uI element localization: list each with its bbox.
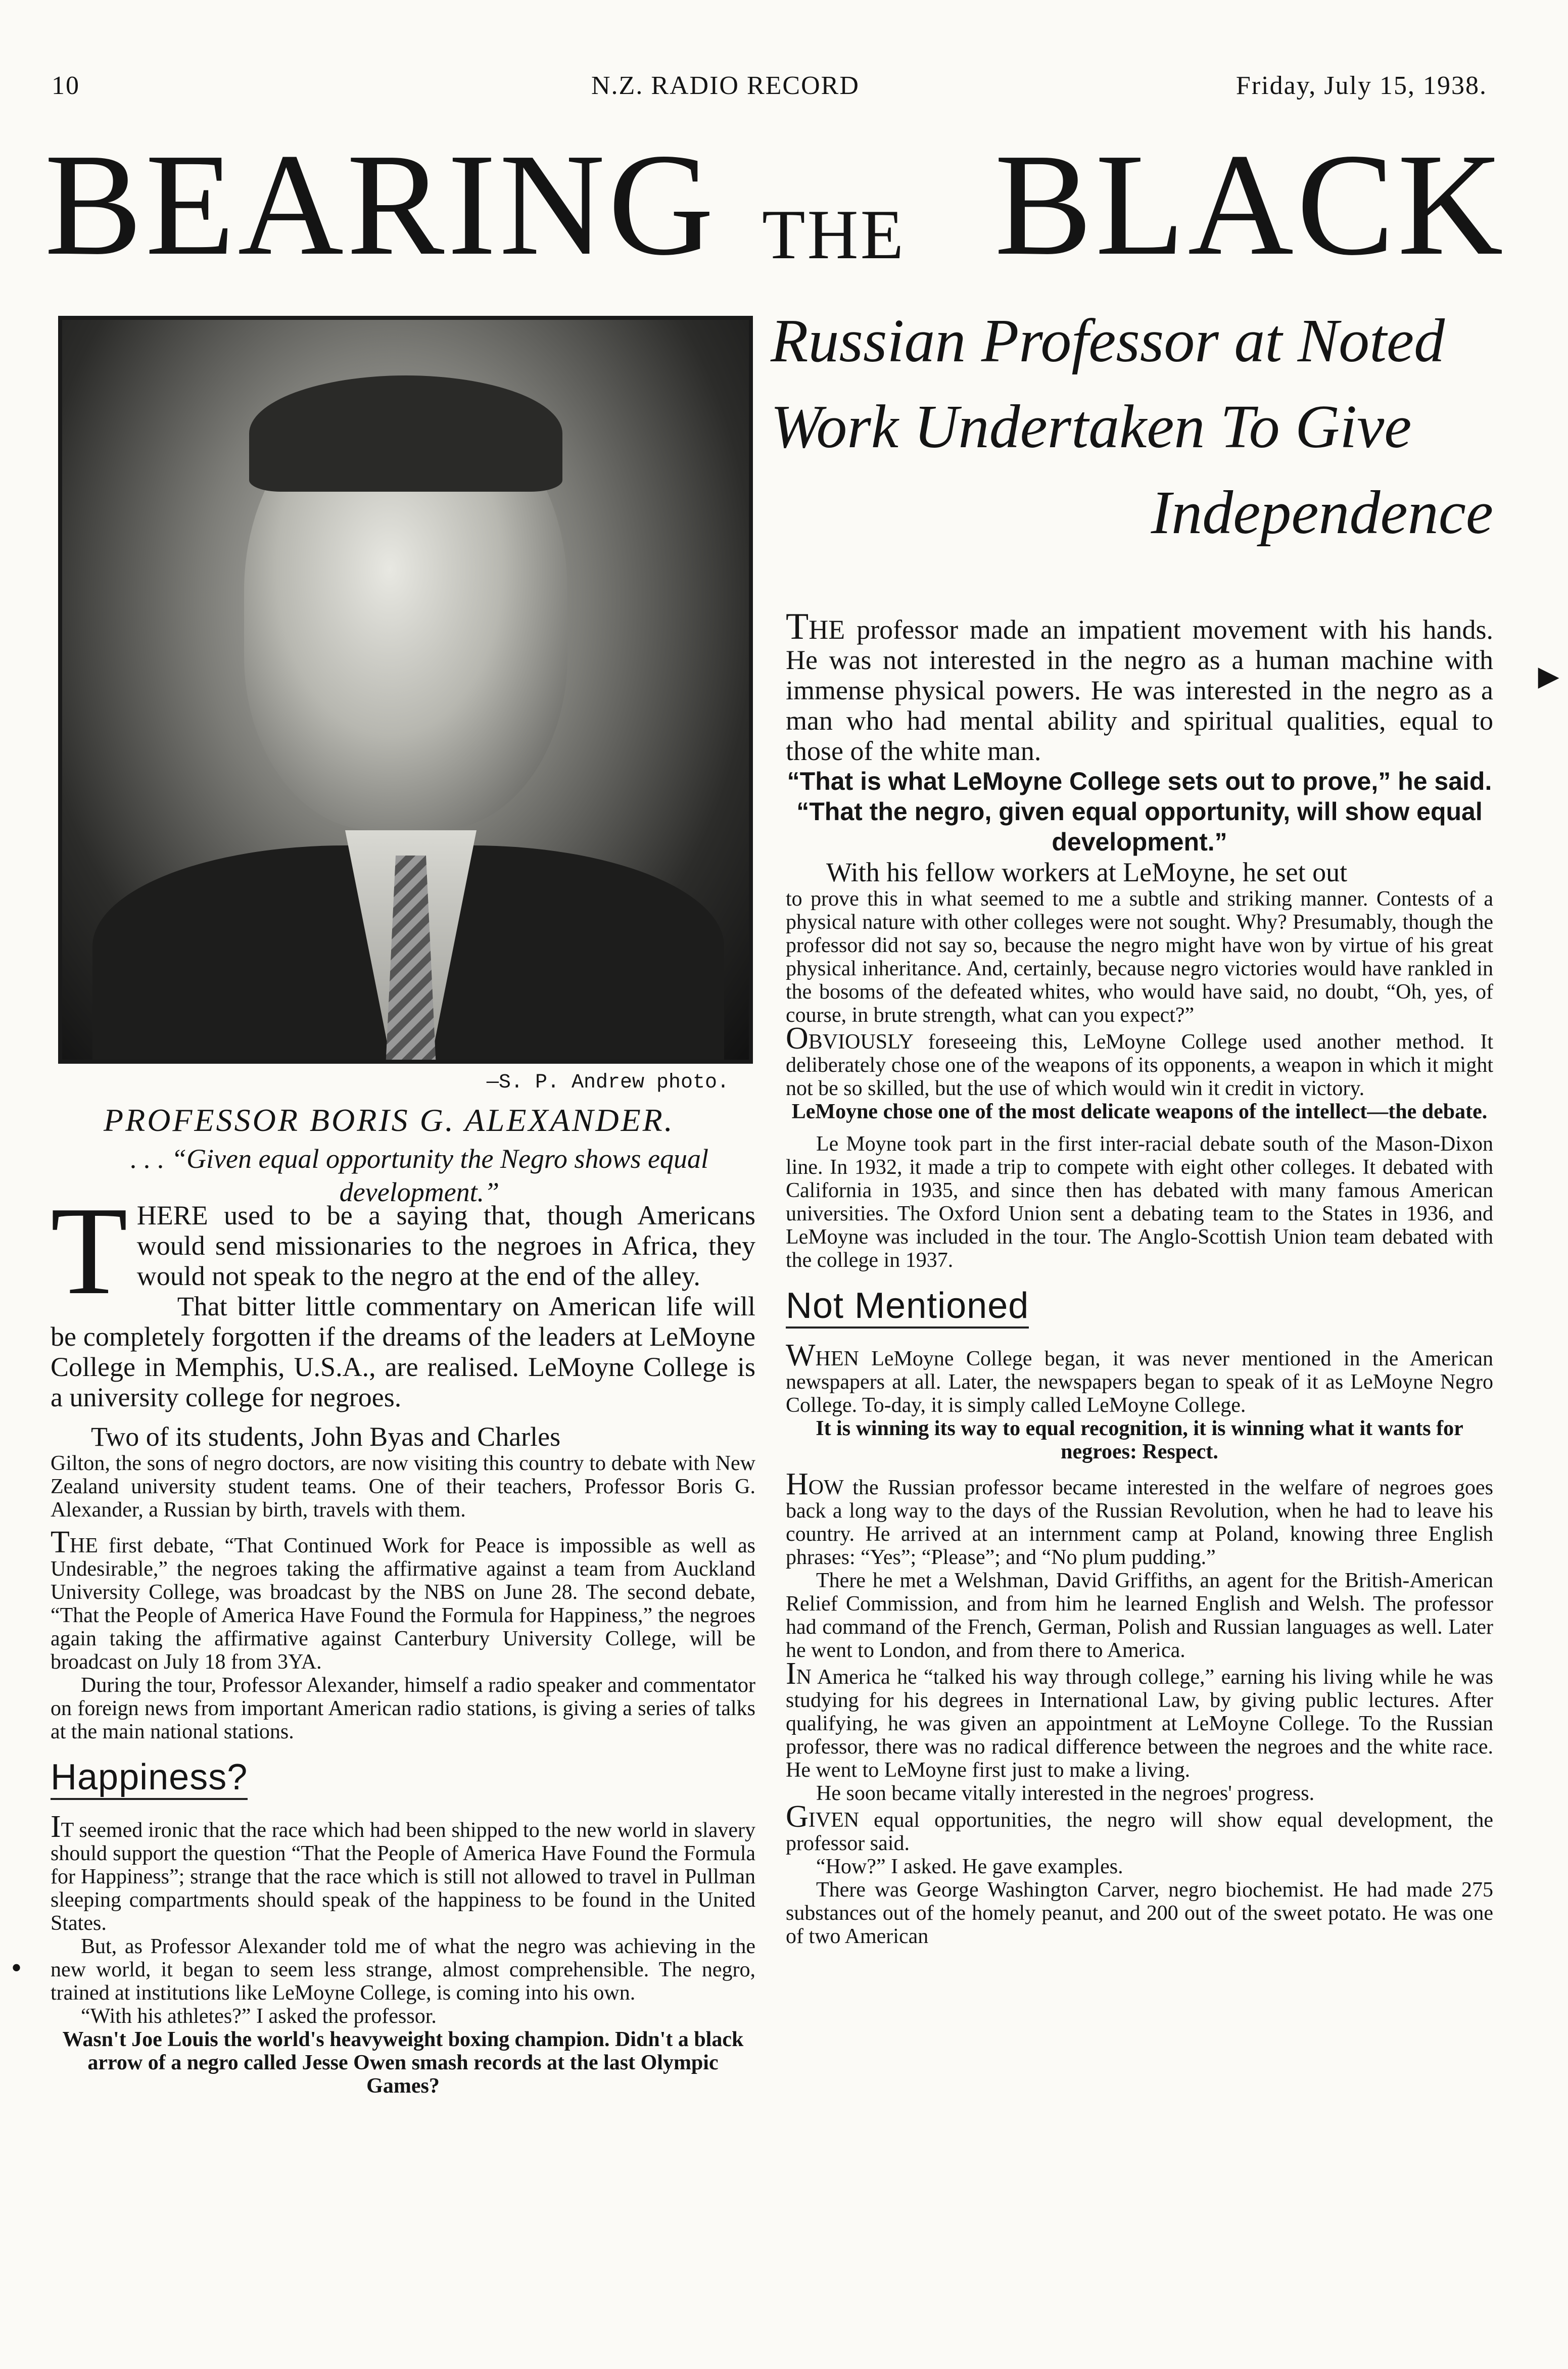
right-paragraph-7: WHEN LeMoyne College began, it was never mentioned in the American newspapers at all. Later, the newspapers began to speak of it as LeMoyne Negro College. To-day, it is simply called LeMoyne College. (786, 1338, 1493, 1417)
issue-date: Friday, July 15, 1938. (1236, 71, 1487, 100)
right-paragraph-14: “How?” I asked. He gave examples. (816, 1855, 1123, 1878)
subtitle-line-3: Independence (1151, 479, 1493, 547)
right-paragraph-9: HOW the Russian professor became interested in the welfare of negroes goes back a long way to the days of the Russian Revolution, when he had to leave his country. He arrived at an internment camp at Poland, knowing three English phrases: “Yes”; “Please”; and “No plum pudding.” (786, 1467, 1493, 1569)
right-paragraph-11: IN America he “talked his way through college,” earning his living while he was studying for his degrees in International Law, by giving public lectures. After qualifying, he was given an appointment at LeMoyne College. To the Russian professor, there was no radical difference between the negroes and the white race. He went to LeMoyne first just to make a living. (786, 1656, 1493, 1782)
left-paragraph-4: THE first debate, “That Continued Work for Peace is impossible as well as Undesirable,” the negroes taking the affirmative against a team from Auckland University College, was broadcast by the NBS on June 28. The second debate, “That the People of America Have Found the Formula for Happiness,” the negroes again taking the affirmative against Canterbury University College, will be broadcast on July 18 from 3YA. (51, 1525, 755, 1674)
right-paragraph-12: He soon became vitally interested in the negroes' progress. (816, 1782, 1315, 1805)
right-paragraph-10: There he met a Welshman, David Griffiths, an agent for the British-American Relief Commission, and from him he learned English and Welsh. The professor had command of the French, German, Polish and Russian languages as well. Later he went to London, and from there to America. (786, 1569, 1493, 1662)
right-paragraph-3: to prove this in what seemed to me a subtle and striking manner. Contests of a physical nature with other colleges were not sought. Why? Presumably, though the professor did not say so, because the negro might have won by virtue of his great physical inheritance. And, certainly, because negro victories would have rankled in the bosoms of the defeated whites, who would have said, no doubt, “Oh, yes, of course, in brute strength, what can you expect?” (786, 887, 1493, 1027)
drop-cap: T (51, 1181, 128, 1321)
right-paragraph-2: “That is what LeMoyne College sets out to prove,” he said. “That the negro, given equal opportunity, will show equal development.” (787, 767, 1492, 856)
page-number: 10 (52, 71, 80, 100)
photo-caption-name: PROFESSOR BORIS G. ALEXANDER. (104, 1102, 675, 1138)
section-heading-happiness: Happiness? (51, 1757, 248, 1800)
right-paragraph-5: LeMoyne chose one of the most delicate weapons of the intellect—the debate. (791, 1100, 1488, 1123)
headline-word-black: BLACK (994, 123, 1506, 286)
left-paragraph-1: THERE used to be a saying that, though Americans would send missionaries to the negroes in Africa, they would not speak to the negro at the end of the alley. (51, 1181, 755, 1321)
right-paragraph-13: GIVEN equal opportunities, the negro will show equal development, the professor said. (786, 1799, 1493, 1855)
left-paragraph-3-lead: Two of its students, John Byas and Charles (91, 1422, 561, 1452)
right-paragraph-4: OBVIOUSLY foreseeing this, LeMoyne College used another method. It deliberately chose one of the weapons of its opponents, a weapon in which it might not be so skilled, but the use of which would win it credit in victory. (786, 1021, 1493, 1100)
professor-portrait-photo (58, 316, 753, 1064)
photo-caption-quote: . . . “Given equal opportunity the Negro shows equal development.” (130, 1144, 708, 1207)
right-column (786, 606, 1493, 1948)
photo-credit: —S. P. Andrew photo. (486, 1071, 729, 1094)
left-paragraph-8: “With his athletes?” I asked the professor. (81, 2005, 437, 2028)
subtitle-line-1: Russian Professor at Noted (771, 307, 1445, 375)
left-paragraph-9: Wasn't Joe Louis the world's heavyweight boxing champion. Didn't a black arrow of a negro called Jesse Owen smash records at the last Olympic Games? (62, 2028, 744, 2098)
subtitle-line-2: Work Undertaken To Give (771, 393, 1412, 461)
headline-banner (44, 121, 1520, 288)
left-paragraph-7: But, as Professor Alexander told me of what the negro was achieving in the new world, it began to seem less strange, almost comprehensible. The negro, trained at institutions like LeMoyne College, is coming into his own. (51, 1935, 755, 2005)
left-column (51, 1181, 755, 2098)
right-paragraph-8: It is winning its way to equal recognition, it is winning what it wants for negroes: Respect. (816, 1417, 1463, 1463)
headline-word-the: THE (762, 196, 906, 274)
headline-subtitle (771, 298, 1493, 556)
right-paragraph-1: THE professor made an impatient movement with his hands. He was not interested in the negro as a human machine with immense physical powers. He was interested in the negro as a man who had mental ability and spiritual qualities, equal to those of the white man. (786, 606, 1493, 766)
left-paragraph-6: IT seemed ironic that the race which had been shipped to the new world in slavery should support the question “That the People of America Have Found the Formula for Happiness”; strange that the race which is still not allowed to travel in Pullman sleeping compartments should speak of the happiness to be found in the United States. (51, 1810, 755, 1935)
publication-name: N.Z. RADIO RECORD (591, 71, 860, 100)
right-paragraph-15: There was George Washington Carver, negro biochemist. He had made 275 substances out of the homely peanut, and 200 out of the sweet potato. He was one of two American (786, 1878, 1493, 1948)
margin-bullet: • (11, 1951, 22, 1984)
left-paragraph-2: That bitter little commentary on American life will be completely forgotten if the dreams of the leaders at LeMoyne College in Memphis, U.S.A., are realised. LeMoyne College is a university college for negroes. (51, 1291, 755, 1412)
left-paragraph-3: Gilton, the sons of negro doctors, are now visiting this country to debate with New Zealand university student teams. One of their teachers, Professor Boris G. Alexander, a Russian by birth, travels with them. (51, 1452, 755, 1522)
section-heading-not-mentioned: Not Mentioned (786, 1285, 1029, 1329)
portrait-hair-shape (249, 375, 562, 492)
right-paragraph-6: Le Moyne took part in the first inter-racial debate south of the Mason-Dixon line. In 1932, it made a trip to compete with eight other colleges. It debated with California in 1935, and since then has debated with many famous American universities. The Oxford Union sent a debating team to the States in 1936, and LeMoyne was included in the tour. The Anglo-Scottish Union team debated with the college in 1937. (786, 1132, 1493, 1272)
margin-arrow-mark: ► (1531, 657, 1566, 696)
headline-word-bearing: BEARING (44, 123, 717, 286)
right-paragraph-3-lead: With his fellow workers at LeMoyne, he set out (826, 857, 1348, 887)
left-paragraph-5: During the tour, Professor Alexander, himself a radio speaker and commentator on foreign news from important American radio stations, is giving a series of talks at the main national stations. (51, 1674, 755, 1743)
